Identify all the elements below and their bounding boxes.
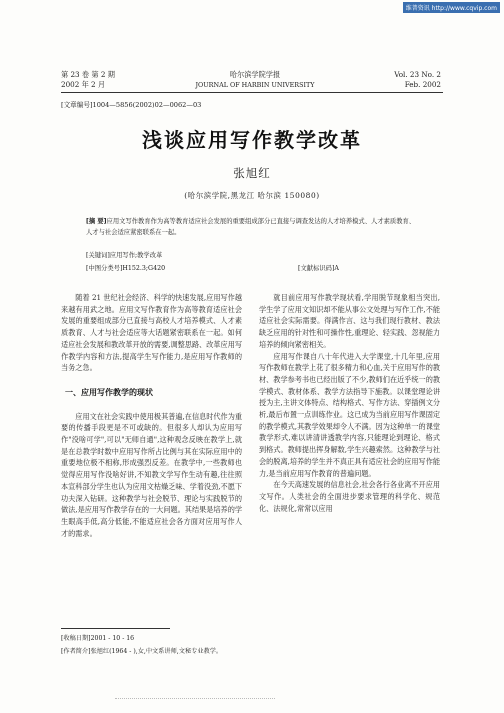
journal-name-cn: 哈尔滨学院学报 — [229, 70, 281, 79]
body-column-right — [259, 292, 440, 514]
abstract-label: [摘 要] — [86, 218, 107, 225]
source-badge[interactable]: 维普资讯 http://www.cqvip.com — [403, 2, 500, 13]
body-column-left — [61, 292, 242, 539]
volume-number: 第 23 卷 第 2 期 — [61, 70, 115, 79]
article-number: [文章编号]1004—5856(2002)02—0062—03 — [61, 101, 202, 109]
paragraph: 应用写作课自八十年代进入大学课堂,十几年里,应用写作教师在教学上花了很多精力和心血,关于应用写作的教材、教学参考书也已经出版了不少,教师们在近乎统一的教学模式、教材体系、教学方法指导下施教。以课堂理论讲授为主,主讲文体特点、结构格式、写作方法、穿插例文分析,最后布置一点训练作业。这已成为当前应用写作课固定的教学模式,其教学效果却令人不满。因为这种单一的课堂教学形式,难以讲清讲透教学内容,只能理论到理论、格式到格式。教师提出挥身解数,学生兴趣索然。这种教学与社会的脱离,培养的学生并不真正具有适应社会的应用写作能力,是当前应用写作教育的普遍问题。 — [259, 351, 440, 478]
classification-number: [中图分类号]H152.3;G420 — [86, 265, 166, 272]
paragraph: 应用文在社会实践中使用极其普遍,在信息时代作为重要的传播手段更是不可或缺的。但很多人却认为应用写作"没啥可学",可以"无师自通",这种观念反映在教学上,就是在总教学时数中应用写作所占比例与其在实际应用中的重要地位极不相称,形成强烈反差。在教学中,一些教师也觉得应用写作没啥好讲,不知教文学写作生动有趣,往往照本宣科部分学生也认为应用文枯燥乏味、学着没劲,不愿下功夫深入钻研。这种教学与社会脱节、理论与实践脱节的做法,是应用写作教学存在的一大问题。其结果是培养的学生眼高手低,高分低能,不能适应社会各方面对应用写作人才的需求。 — [61, 411, 242, 538]
volume-number-en: Vol. 23 No. 2 — [394, 70, 441, 79]
article-title: 浅谈应用写作教学改革 — [142, 128, 362, 152]
author-name: 张旭红 — [233, 166, 271, 180]
author-bio: [作者简介]张旭红(1964 - ),女,中文系讲师,文秘专业教学。 — [61, 648, 223, 655]
paragraph: 在今天高速发展的信息社会,社会各行各业离不开应用文写作。人类社会的全面进步要求管理的科学化、规范化、法规化,常常以应用 — [259, 480, 440, 513]
received-date: [收稿日期]2001 - 10 - 16 — [61, 635, 135, 642]
issue-date-en: Feb. 2002 — [404, 80, 441, 89]
abstract-text: 应用文写作教育作为高等教育适应社会发展的重要组成部分已直接与调查发达的人才培养模式、人才素质教育、人才与社会适应紧密联系在一起。 — [86, 218, 416, 236]
abstract — [86, 216, 420, 238]
document-code: [文献标识码]A — [298, 265, 339, 272]
section-heading: 一、应用写作教学的现状 — [65, 387, 153, 397]
keywords: [关键词]应用写作;教学改革 — [86, 252, 163, 259]
footnote-rule — [61, 628, 170, 629]
issue-date: 2002 年 2 月 — [61, 80, 106, 89]
paragraph: 随着 21 世纪社会经济、科学的快速发展,应用写作越来越有用武之地。应用文写作教育作为高等教育适应社会发展的重要组成部分已直接与高校人才培养模式、人才素质教育、人才与社会适应等大话题紧密联系在一起。如何适应社会发展和教改革开放的需要,调整思路、改革应用写作教学内容和方法,提高学生写作能力,是应用写作教师的当务之急。 — [61, 293, 242, 373]
journal-name-en: JOURNAL OF HARBIN UNIVERSITY — [195, 81, 315, 89]
author-affiliation: (哈尔滨学院,黑龙江 哈尔滨 150080) — [184, 191, 320, 200]
running-header-center — [160, 70, 350, 90]
header-rule — [61, 92, 443, 93]
running-header-right — [394, 70, 441, 90]
running-header-left — [61, 70, 115, 90]
paragraph: 就目前应用写作教学现状看,学用脱节现象相当突出,学生学了应用文知识却不能从事公文处理与写作工作,不能适应社会实际需要。得满作言、这与我们现行教材、教法缺乏应用的针对性和可操作性,重理论、轻实践、忽视能力培养的倾向紧密相关。 — [259, 293, 440, 349]
scan-artifact — [115, 698, 275, 700]
